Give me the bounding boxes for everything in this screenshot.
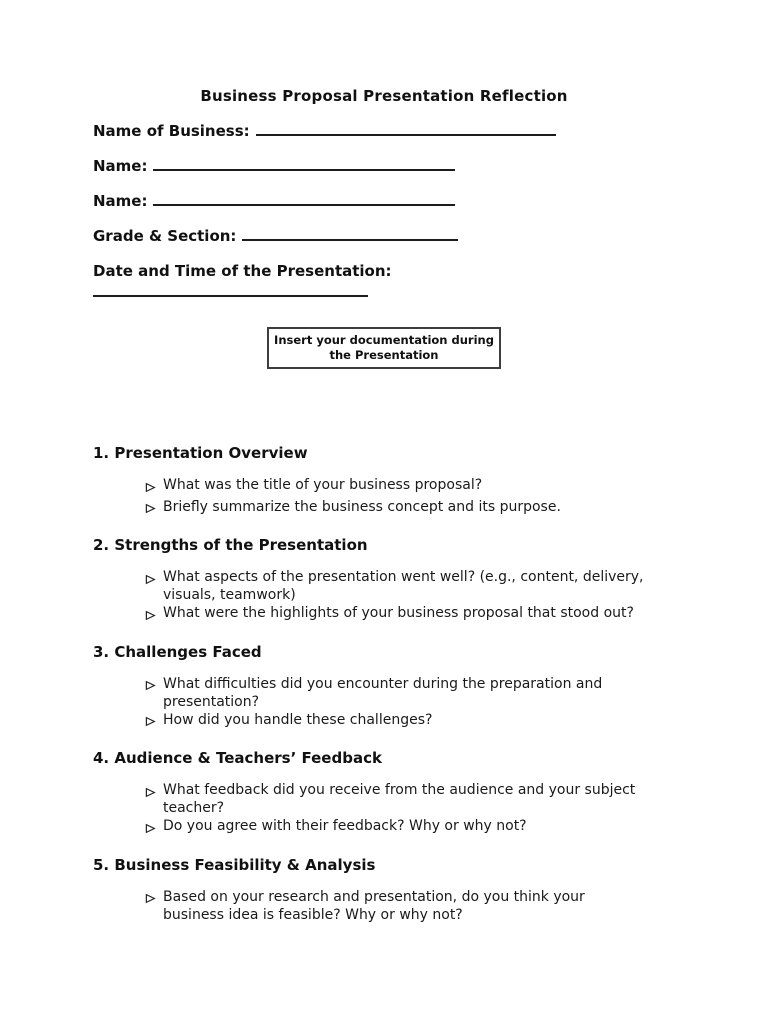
field-label: Name of Business: [93,122,250,140]
list-item [145,817,650,839]
field-label: Name: [93,192,148,210]
arrow-bullet-icon [145,604,163,626]
list-item [145,568,650,604]
field-name-1 [93,156,675,176]
arrow-bullet-icon [145,711,163,733]
section-heading-4: 4. Audience & Teachers’ Feedback [93,749,382,767]
fill-in-line [153,192,455,206]
bullet-text: What was the title of your business proposal? [163,477,483,493]
section-4-list [93,781,650,839]
document-title: Business Proposal Presentation Reflection [200,87,568,105]
section-1-list [93,476,650,519]
bullet-text: Based on your research and presentation, do you think your business idea is feasible? Why or why not? [163,888,585,923]
list-item [145,675,650,711]
field-label: Name: [93,157,148,175]
documentation-callout-box [267,327,501,369]
arrow-bullet-icon [145,817,163,839]
field-name-2 [93,191,675,211]
fill-in-line [153,157,455,171]
bullet-text: Do you agree with their feedback? Why or why not? [163,818,527,834]
field-label: Date and Time of the Presentation: [93,262,392,280]
section-heading-2: 2. Strengths of the Presentation [93,536,368,554]
bullet-text: What aspects of the presentation went well? (e.g., content, delivery, visuals, teamwork) [163,569,644,603]
arrow-bullet-icon [145,568,163,590]
field-label: Grade & Section: [93,227,237,245]
arrow-bullet-icon [145,675,163,697]
sections [93,443,675,924]
section-heading-5: 5. Business Feasibility & Analysis [93,855,376,874]
list-item [145,888,650,924]
fill-in-line [93,281,368,297]
bullet-text: What feedback did you receive from the audience and your subject teacher? [163,782,636,816]
bullet-text: What were the highlights of your business proposal that stood out? [163,605,634,621]
field-date-time [93,261,675,281]
list-item [145,781,650,817]
list-item [145,498,650,520]
callout-line-2: the Presentation [329,348,439,362]
section-heading-1: 1. Presentation Overview [93,444,308,462]
field-name-of-business [93,121,675,141]
arrow-bullet-icon [145,888,163,910]
fill-in-line [242,227,458,241]
section-heading-3: 3. Challenges Faced [93,642,262,661]
section-2-list [93,568,650,626]
field-grade-section [93,226,675,246]
bullet-text: How did you handle these challenges? [163,711,433,728]
fill-in-line [256,122,556,136]
bullet-text: Briefly summarize the business concept and its purpose. [163,498,561,515]
section-5-list [93,888,650,924]
callout-line-1: Insert your documentation during [274,333,494,347]
list-item [145,476,650,498]
arrow-bullet-icon [145,498,163,520]
list-item [145,711,650,733]
arrow-bullet-icon [145,476,163,498]
section-3-list [93,675,650,733]
arrow-bullet-icon [145,781,163,803]
list-item [145,604,650,626]
bullet-text: What difficulties did you encounter during the preparation and presentation? [163,675,603,710]
